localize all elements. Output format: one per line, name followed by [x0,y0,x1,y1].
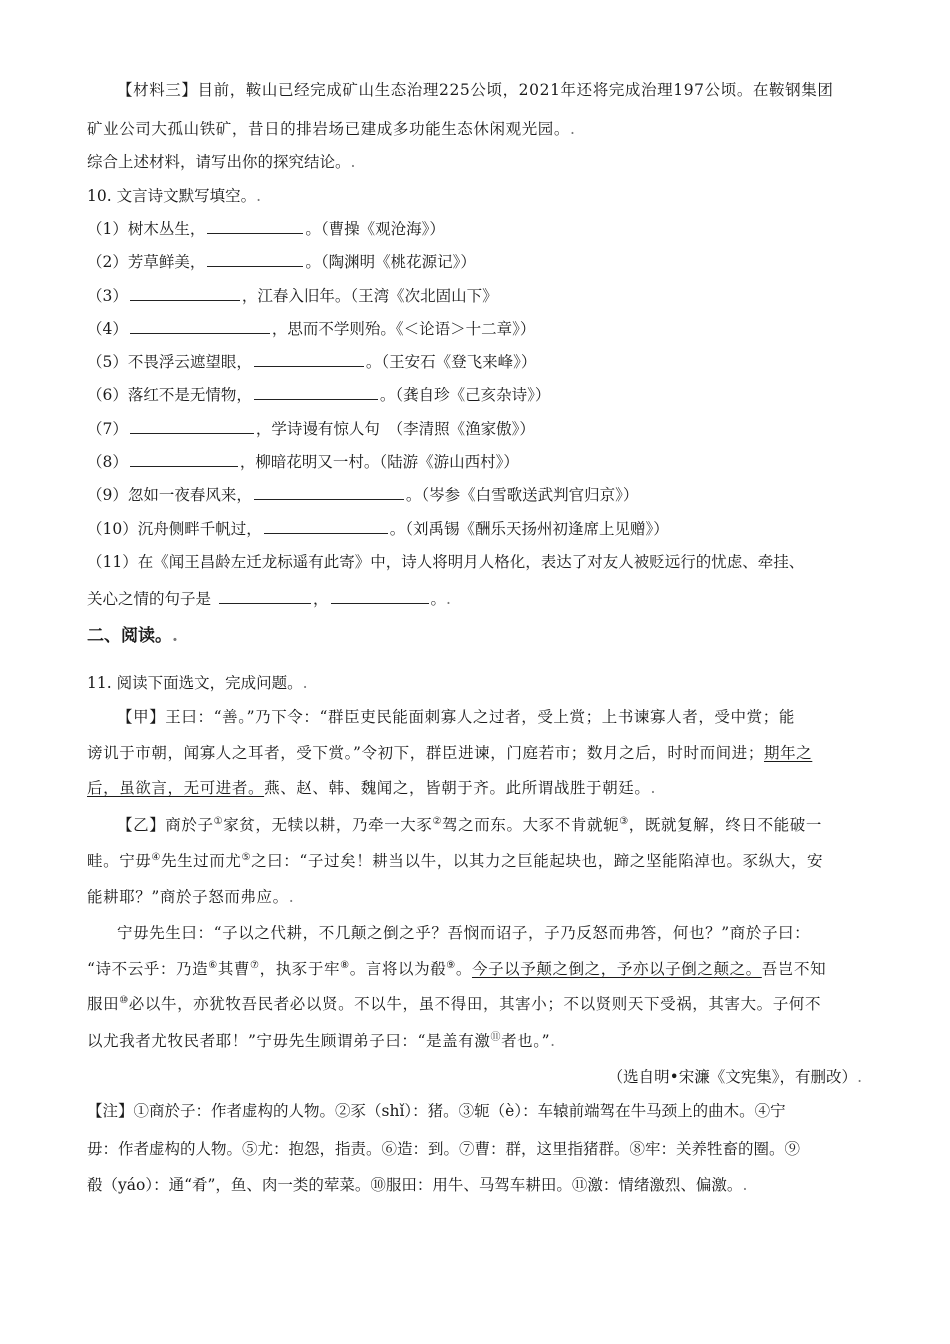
q10-item-7: （7） ，学诗谩有惊人句 （李清照《渔家傲》） [87,420,535,438]
answer-blank[interactable] [264,519,388,534]
q11-title: 11. 阅读下面选文，完成问题。. [87,674,308,692]
notes-line3: 殽（yáo）：通“肴”，鱼、肉一类的荤菜。⑩服田：用牛、马驾车耕田。⑪激：情绪激烈、偏激。. [87,1176,748,1194]
passage-jia-line1: 【甲】王曰：“善。”乃下令：“群臣吏民能面刺寡人之过者，受上赏；上书谏寡人者，受中赏；能 [117,708,795,726]
passage-source: （选自明•宋濂《文宪集》，有删改）. [607,1068,862,1086]
q10-item-1: （1）树木丛生， 。（曹操《观沧海》） [87,220,445,238]
passage-jia-line2: 谤讥于市朝，闻寡人之耳者，受下赏。”令初下，群臣进谏，门庭若市；数月之后，时时而间进；期年之 [87,744,813,762]
answer-blank[interactable] [130,452,238,467]
answer-blank[interactable] [130,286,240,301]
q10-item-6: （6）落红不是无情物， 。（龚自珍《己亥杂诗》） [87,386,551,404]
q10-item-10: （10）沉舟侧畔千帆过， 。（刘禹锡《酬乐天扬州初逢席上见赠》） [87,520,669,538]
q10-item-8: （8） ，柳暗花明又一村。（陆游《游山西村》） [87,453,519,471]
q10-item-3: （3） ，江春入旧年。（王湾《次北固山下》 [87,287,498,305]
answer-blank[interactable] [130,319,270,334]
material3-prompt: 综合上述材料，请写出你的探究结论。. [87,153,356,171]
section2-title: 二、阅读。. [87,626,178,646]
answer-blank[interactable] [219,589,311,604]
passage-yi-p3-line2: “诗不云乎：乃造⑥其曹⑦，执豕于牢⑧。言将以为殽⑨。今子以予颠之倒之，予亦以子倒之颠之。吾岂不知 [87,959,827,978]
answer-blank[interactable] [207,219,303,234]
material3-line1: 【材料三】目前，鞍山已经完成矿山生态治理225公顷，2021年还将完成治理197公顷。在鞍钢集团 [117,81,834,99]
answer-blank[interactable] [254,352,364,367]
material3-line2: 矿业公司大孤山铁矿，昔日的排岩场已建成多功能生态休闲观光园。. [87,120,576,138]
passage-yi-p3-line3: 服田⑩必以牛，亦犹牧吾民者必以贤。不以牛，虽不得田，其害小；不以贤则天下受祸，其害大。子何不 [87,994,822,1013]
answer-blank[interactable] [207,252,303,267]
q10-item-2: （2）芳草鲜美， 。（陶渊明《桃花源记》） [87,253,476,271]
answer-blank[interactable] [254,385,378,400]
notes-line1: 【注】①商於子：作者虚构的人物。②豕（shǐ）：猪。③轭（è）：车辕前端驾在牛马颈上的曲木。④宁 [87,1102,786,1120]
passage-yi-line1: 【乙】商於子①家贫，无犊以耕，乃牵一大豕②驾之而东。大豕不肯就轭③，既就复解，终日不能破一 [117,815,822,834]
passage-yi-line3: 能耕耶？”商於子怒而弗应。. [87,888,295,906]
passage-yi-p3-line1: 宁毋先生曰：“子以之代耕，不几颠之倒之乎？吾悯而诏子，子乃反怒而弗答，何也？”商於子曰： [117,924,811,942]
q10-item-5: （5）不畏浮云遮望眼， 。（王安石《登飞来峰》） [87,353,537,371]
passage-yi-line2: 畦。宁毋④先生过而尤⑤之曰：“子过矣！耕当以牛，以其力之巨能起块也，蹄之坚能陷淖也。豕纵大，安 [87,851,824,870]
notes-line2: 毋：作者虚构的人物。⑤尤：抱怨，指责。⑥造：到。⑦曹：群，这里指猪群。⑧牢：关养牲畜的圈。⑨ [87,1140,801,1158]
passage-jia-line3: 后，虽欲言，无可进者。燕、赵、韩、魏闻之，皆朝于齐。此所谓战胜于朝廷。. [87,779,657,797]
passage-yi-p3-line4: 以尤我者尤牧民者耶！”宁毋先生顾谓弟子曰：“是盖有激⑪者也。”. [87,1031,556,1050]
answer-blank[interactable] [254,485,404,500]
answer-blank[interactable] [331,589,429,604]
q10-item-11-line2: 关心之情的句子是 ， 。. [87,590,451,608]
q10-item-11-line1: （11）在《闻王昌龄左迁龙标遥有此寄》中，诗人将明月人格化，表达了对友人被贬远行的忧虑、牵挂、 [87,553,805,571]
answer-blank[interactable] [130,419,254,434]
q10-item-9: （9）忽如一夜春风来， 。（岑参《白雪歌送武判官归京》） [87,486,639,504]
underlined-sentence: 今子以予颠之倒之，予亦以子倒之颠之。 [471,960,762,978]
underlined-sentence: 期年之 [763,744,813,762]
underlined-sentence: 后，虽欲言，无可进者。 [87,779,265,797]
q10-item-4: （4） ，思而不学则殆。《＜论语＞十二章》） [87,320,536,338]
q10-title: 10. 文言诗文默写填空。. [87,187,262,205]
